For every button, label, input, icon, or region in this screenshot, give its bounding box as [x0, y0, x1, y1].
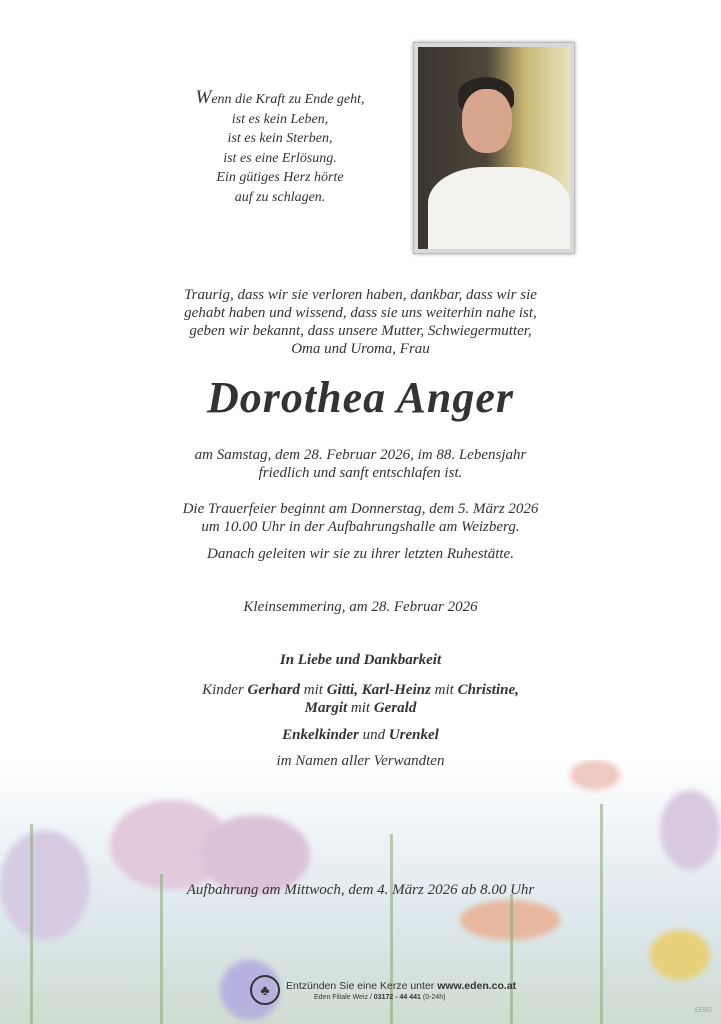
intro-line: Traurig, dass wir sie verloren haben, dankbar, dass wir sie: [184, 287, 537, 303]
text: Gerhard: [247, 682, 301, 698]
poem-line: ist es eine Erlösung.: [223, 150, 337, 166]
phone-number: 03172 - 44 441: [373, 993, 421, 1001]
mourners-children: [0, 681, 721, 717]
intro-line: gehabt haben und wissend, dass sie uns weiterhin nahe ist,: [184, 305, 537, 321]
death-notice: [0, 446, 721, 482]
text: Gitti,: [326, 682, 358, 698]
burial-notice: Danach geleiten wir sie zu ihrer letzten Ruhestätte.: [207, 546, 514, 562]
text: Urenkel: [388, 727, 439, 743]
intro-line: Oma und Uroma, Frau: [291, 341, 430, 357]
poem-line: Wenn die Kraft zu Ende geht,: [195, 87, 365, 108]
death-line: friedlich und sanft entschlafen ist.: [258, 465, 463, 481]
website-link[interactable]: www.eden.co.at: [437, 979, 517, 992]
text: Eden Filiale Weiz /: [314, 993, 372, 1001]
text: und: [362, 727, 386, 743]
text: mit: [350, 700, 371, 716]
place-date: Kleinsemmering, am 28. Februar 2026: [243, 599, 478, 615]
poem: [170, 88, 390, 207]
death-line: am Samstag, dem 28. Februar 2026, im 88. Lebensjahr: [194, 447, 527, 463]
text: Entzünden Sie eine Kerze unter: [286, 979, 435, 992]
template-code: EE957: [694, 1008, 713, 1014]
mourners-heading: In Liebe und Dankbarkeit: [279, 652, 442, 668]
ceremony-notice: [0, 500, 721, 536]
text: (0-24h): [422, 993, 446, 1001]
text: Gerald: [373, 700, 417, 716]
intro-line: geben wir bekannt, dass unsere Mutter, Schwiegermutter,: [189, 323, 532, 339]
poem-line: ist es kein Leben,: [231, 111, 329, 127]
mourners-relatives: im Namen aller Verwandten: [276, 753, 445, 769]
mourners-grandchildren: [0, 726, 721, 744]
text: Margit: [304, 700, 348, 716]
portrait-photo-frame: [413, 42, 575, 254]
ceremony-line: Die Trauerfeier beginnt am Donnerstag, dem 5. März 2026: [182, 501, 539, 517]
footer: [250, 975, 516, 1005]
poem-line: auf zu schlagen.: [234, 189, 326, 205]
text: Kinder: [202, 682, 244, 698]
text: mit: [434, 682, 454, 698]
ceremony-line: um 10.00 Uhr in der Aufbahrungshalle am Weizberg.: [201, 519, 520, 535]
intro-text: [0, 286, 721, 358]
portrait-photo: [418, 47, 570, 249]
text: mit: [303, 682, 323, 698]
text: Karl-Heinz: [361, 682, 431, 698]
eden-tree-logo-icon: ♣: [250, 975, 280, 1005]
poem-line: ist es kein Sterben,: [227, 131, 333, 146]
text: Enkelkinder: [282, 727, 359, 743]
text: Christine,: [457, 682, 519, 698]
poem-line: Ein gütiges Herz hörte: [216, 170, 344, 185]
viewing-notice: Aufbahrung am Mittwoch, dem 4. März 2026 ab 8.00 Uhr: [186, 882, 535, 898]
deceased-name: Dorothea Anger: [207, 373, 514, 422]
